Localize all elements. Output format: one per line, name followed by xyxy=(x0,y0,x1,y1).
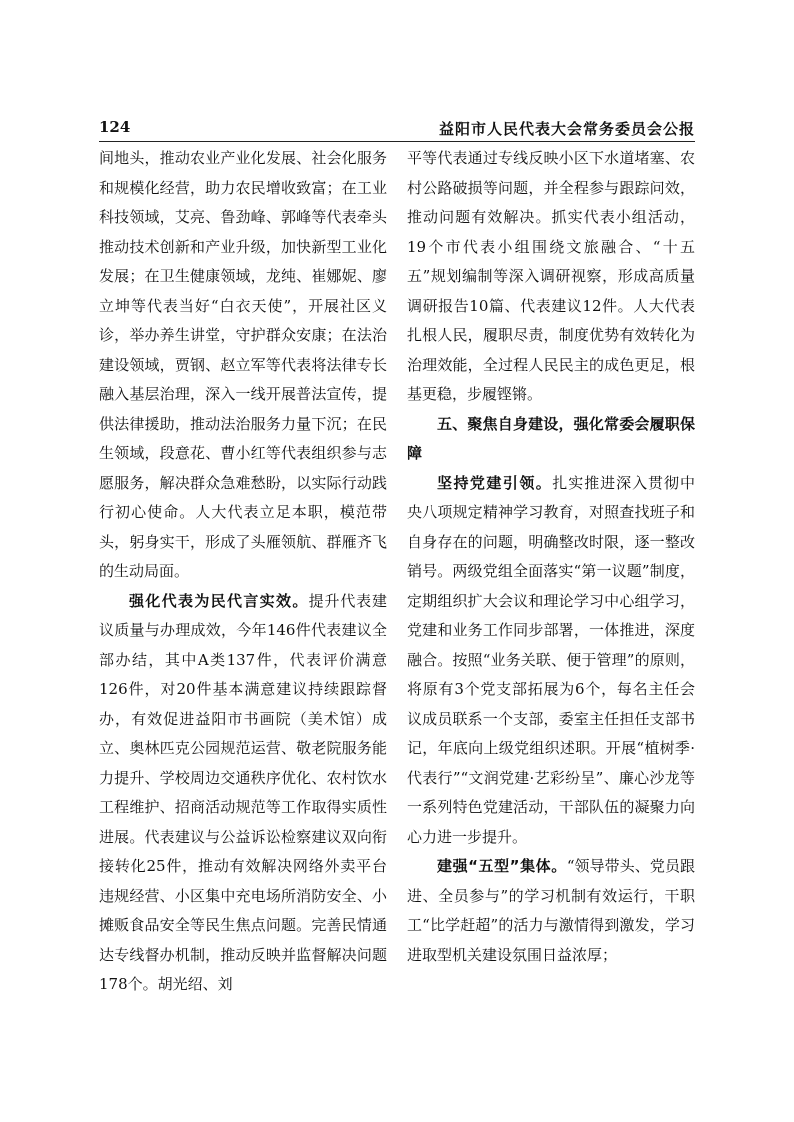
paragraph: 间地头，推动农业产业化发展、社会化服务和规模化经营，助力农民增收致富；在工业科技领域，艾亮、鲁劲峰、郭峰等代表牵头推动技术创新和产业升级，加快新型工业化发展；在卫生健康领域，龙纯、崔娜妮、廖立坤等代表当好“白衣天使”，开展社区义诊，举办养生讲堂，守护群众安康；在法治建设领域，贾钢、赵立军等代表将法律专长融入基层治理，深入一线开展普法宣传，提供法律援助，推动法治服务力量下沉；在民生领域，段意花、曹小红等代表组织参与志愿服务，解决群众急难愁盼，以实际行动践行初心使命。人大代表立足本职，模范带头，躬身实干，形成了头雁领航、群雁齐飞的生动局面。 xyxy=(99,149,387,580)
page-header xyxy=(99,118,695,142)
page-number: 124 xyxy=(99,118,131,136)
paragraph: 平等代表通过专线反映小区下水道堵塞、农村公路破损等问题，并全程参与跟踪问效，推动问题有效解决。抓实代表小组活动，19个市代表小组围绕文旅融合、“十五五”规划编制等深入调研视察，形成高质量调研报告10篇、代表建议12件。人大代表扎根人民，履职尽责，制度优势有效转化为治理效能，全过程人民民主的成色更足，根基更稳，步履铿锵。 xyxy=(407,149,695,403)
section-heading: 五、聚焦自身建设，强化常委会履职保障 xyxy=(407,414,695,462)
paragraph-body: “领导带头、党员跟进、全员参与”的学习机制有效运行，干职工“比学赶超”的活力与激情得到激发，学习进取型机关建设氛围日益浓厚； xyxy=(407,857,696,964)
paragraph xyxy=(407,469,695,853)
paragraph-lead: 强化代表为民代言实效。 xyxy=(129,591,309,610)
left-column xyxy=(99,144,387,1000)
right-column xyxy=(407,144,695,970)
paragraph xyxy=(407,852,695,970)
paragraph-lead: 建强“五型”集体。 xyxy=(437,857,567,875)
journal-title: 益阳市人民代表大会常务委员会公报 xyxy=(438,120,695,138)
paragraph xyxy=(99,587,387,1000)
header-rule xyxy=(99,141,695,142)
paragraph-body: 扎实推进深入贯彻中央八项规定精神学习教育，对照查找班子和自身存在的问题，明确整改时限，逐一整改销号。两级党组全面落实“第一议题”制度，定期组织扩大会议和理论学习中心组学习，党建和业务工作同步部署，一体推进，深度融合。按照“业务关联、便于管理”的原则，将原有3个党支部拓展为6个，每名主任会议成员联系一个支部，委室主任担任支部书记，年底向上级党组织述职。开展“植树季·代表行”“文润党建·艺彩纷呈”、廉心沙龙等一系列特色党建活动，干部队伍的凝聚力向心力进一步提升。 xyxy=(407,473,695,846)
paragraph-body: 提升代表建议质量与办理成效，今年146件代表建议全部办结，其中A类137件，代表评价满意126件，对20件基本满意建议持续跟踪督办，有效促进益阳市书画院（美术馆）成立、奥林匹克公园规范运营、敬老院服务能力提升、学校周边交通秩序优化、农村饮水工程维护、招商活动规范等工作取得实质性进展。代表建议与公益诉讼检察建议双向衔接转化25件，推动有效解决网络外卖平台违规经营、小区集中充电场所消防安全、小摊贩食品安全等民生焦点问题。完善民情通达专线督办机制，推动反映并监督解决问题178个。胡光绍、刘 xyxy=(99,591,387,993)
paragraph-lead: 坚持党建引领。 xyxy=(437,473,553,492)
